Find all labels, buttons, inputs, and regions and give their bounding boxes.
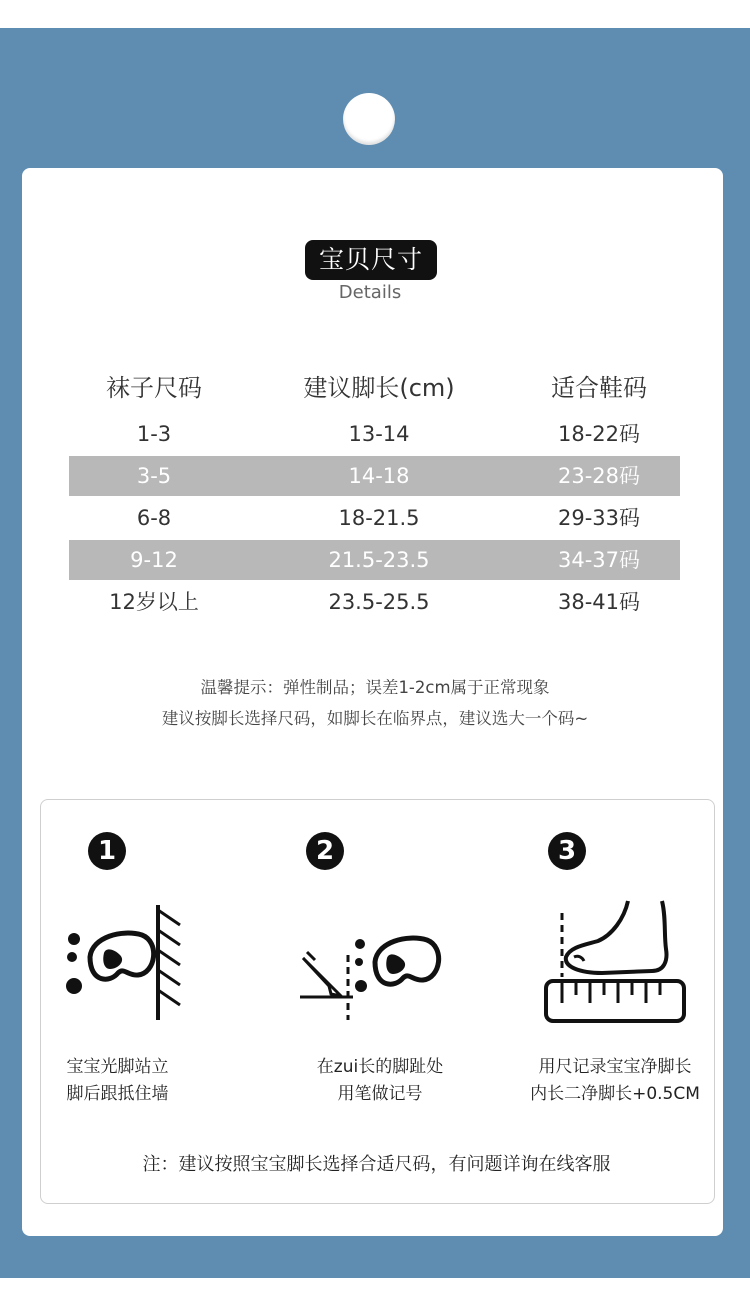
table-cell: 18-21.5 [338, 506, 420, 530]
page-subtitle: Details [338, 282, 402, 303]
table-cell: 14-18 [348, 464, 410, 488]
table-cell: 6-8 [136, 506, 172, 530]
table-cell: 38-41码 [557, 590, 641, 614]
table-row [69, 456, 680, 496]
table-cell: 3-5 [136, 464, 172, 488]
table-cell: 1-3 [136, 422, 172, 446]
footer-note: 注：建议按照宝宝脚长选择合适尺码，有问题详询在线客服 [142, 1154, 611, 1175]
step-1-line-1: 宝宝光脚站立 [66, 1057, 169, 1077]
page-title: 宝贝尺寸 [305, 240, 437, 280]
table-cell: 29-33码 [557, 506, 641, 530]
table-row [69, 540, 680, 580]
step-2-text [290, 1054, 470, 1108]
foot-ruler-icon [540, 895, 690, 1030]
hang-hole [343, 93, 395, 145]
col-header-shoe-size: 适合鞋码 [551, 374, 647, 402]
table-row [69, 582, 680, 622]
table-cell: 21.5-23.5 [328, 548, 430, 572]
step-2-line-2: 用笔做记号 [337, 1084, 423, 1104]
step-2-number: 2 [306, 832, 344, 870]
step-1-number: 1 [88, 832, 126, 870]
table-cell: 18-22码 [557, 422, 641, 446]
col-header-foot-length: 建议脚长(cm) [303, 374, 455, 402]
foot-wall-icon [60, 895, 185, 1025]
table-cell: 13-14 [348, 422, 410, 446]
step-1-line-2: 脚后跟抵住墙 [66, 1084, 169, 1104]
step-2-line-1: 在zui长的脚趾处 [316, 1057, 444, 1077]
step-3-line-2: 内长二净脚长+0.5CM [530, 1084, 700, 1104]
step-3-line-1: 用尺记录宝宝净脚长 [538, 1057, 692, 1077]
col-header-sock-size: 袜子尺码 [106, 374, 202, 402]
table-row [69, 414, 680, 454]
step-3-number: 3 [548, 832, 586, 870]
table-cell: 34-37码 [557, 548, 641, 572]
step-1-text [40, 1054, 195, 1108]
step-3-text [510, 1054, 720, 1108]
table-cell: 12岁以上 [109, 590, 199, 614]
pencil-mark-icon [295, 930, 450, 1025]
table-cell: 9-12 [130, 548, 178, 572]
table-cell: 23-28码 [557, 464, 641, 488]
tip-line-2: 建议按脚长选择尺码，如脚长在临界点，建议选大一个码~ [161, 709, 589, 728]
table-cell: 23.5-25.5 [328, 590, 430, 614]
tip-line-1: 温馨提示：弹性制品；误差1-2cm属于正常现象 [200, 678, 550, 697]
table-row [69, 498, 680, 538]
